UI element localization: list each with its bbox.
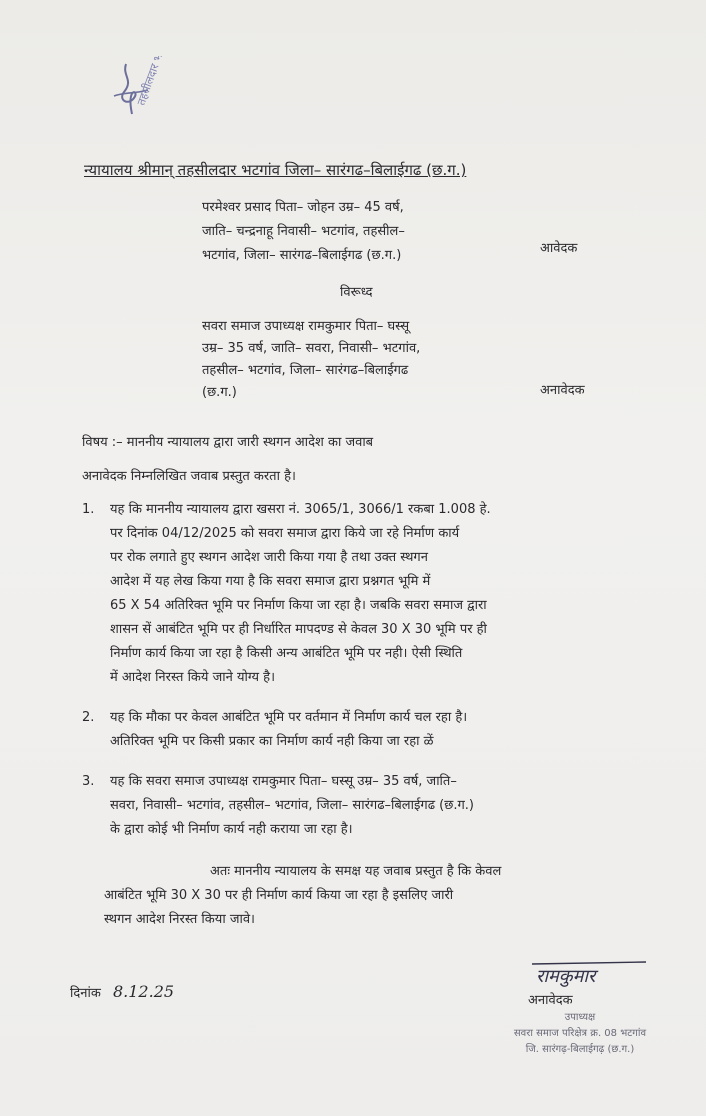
date-label: दिनांक [70, 986, 101, 1001]
paragraph-line: निर्माण कार्य किया जा रहा है किसी अन्य आबंटित भूमि पर नही। ऐसी स्थिति [110, 646, 463, 661]
stamp-line: जि. सारंगढ़-बिलाईगढ़ (छ.ग.) [525, 1044, 635, 1055]
paragraph-number: 3. [82, 774, 95, 789]
respondent-line: (छ.ग.) [202, 385, 237, 400]
stamp-line: सवरा समाज परिक्षेत्र क्र. 08 भटगांव [513, 1028, 647, 1039]
paragraph-line: 65 X 54 अतिरिक्त भूमि पर निर्माण किया जा रहा है। जबकि सवरा समाज द्वारा [110, 598, 487, 613]
respondent-role: अनावेदक [540, 383, 585, 398]
date-value: 8.12.25 [112, 982, 175, 1001]
applicant-line: परमेश्वर प्रसाद पिता– जोहन उम्र– 45 वर्ष, [202, 200, 404, 215]
paragraph-number: 1. [82, 502, 95, 517]
respondent-line: तहसील– भटगांव, जिला– सारंगढ–बिलाईगढ [202, 363, 409, 378]
paragraph-line: में आदेश निरस्त किये जाने योग्य है। [110, 670, 276, 685]
subject-line: विषय :– माननीय न्यायालय द्वारा जारी स्थगन आदेश का जवाब [82, 435, 374, 450]
paragraph-number: 2. [82, 710, 95, 725]
conclusion-block [104, 860, 501, 932]
seal-text: तहसीलदार भटगांव [134, 56, 173, 108]
stamp-line: उपाध्यक्ष [564, 1012, 596, 1023]
respondent-line: उम्र– 35 वर्ष, जाति– सवरा, निवासी– भटगांव, [202, 341, 421, 356]
applicant-role: आवेदक [540, 241, 578, 256]
paragraph-line: यह कि मौका पर केवल आबंटित भूमि पर वर्तमान में निर्माण कार्य चल रहा है। [110, 710, 468, 725]
court-title: न्यायालय श्रीमान् तहसीलदार भटगांव जिला– सारंगढ–बिलाईगढ (छ.ग.) [84, 161, 467, 179]
paragraph-line: अतिरिक्त भूमि पर किसी प्रकार का निर्माण कार्य नही किया जा रहा ळें [110, 734, 434, 749]
signer-role: अनावेदक [528, 993, 573, 1008]
respondent-signature [530, 958, 650, 992]
signature-icon [530, 958, 650, 992]
respondent-line: सवरा समाज उपाध्यक्ष रामकुमार पिता– घस्सू [202, 319, 410, 334]
respondent-block [202, 316, 420, 404]
paragraph-line: सवरा, निवासी– भटगांव, तहसील– भटगांव, जिला– सारंगढ–बिलाईगढ (छ.ग.) [110, 798, 474, 813]
top-seal [104, 56, 204, 136]
paragraph-line: पर रोक लगाते हुए स्थगन आदेश जारी किया गया है तथा उक्त स्थगन [110, 550, 428, 565]
conclusion-line: स्थगन आदेश निरस्त किया जावे। [104, 912, 255, 927]
paragraph-line: आदेश में यह लेख किया गया है कि सवरा समाज द्वारा प्रश्नगत भूमि में [110, 574, 431, 589]
conclusion-line: आबंटित भूमि 30 X 30 पर ही निर्माण कार्य किया जा रहा है इसलिए जारी [104, 888, 454, 903]
office-stamp [500, 1010, 660, 1058]
versus-label: विरूध्द [340, 285, 373, 300]
signature-text: रामकुमार [536, 966, 596, 987]
paragraph-line: यह कि माननीय न्यायालय द्वारा खसरा नं. 3065/1, 3066/1 रकबा 1.008 हे. [110, 502, 491, 517]
paragraph-line: यह कि सवरा समाज उपाध्यक्ष रामकुमार पिता– घस्सू उम्र– 35 वर्ष, जाति– [110, 774, 457, 789]
paragraph-line: पर दिनांक 04/12/2025 को सवरा समाज द्वारा किये जा रहे निर्माण कार्य [110, 526, 460, 541]
applicant-line: जाति– चन्द्रनाहू निवासी– भटगांव, तहसील– [202, 224, 405, 239]
applicant-line: भटगांव, जिला– सारंगढ–बिलाईगढ (छ.ग.) [202, 248, 402, 263]
paragraph-line: शासन सें आबंटित भूमि पर ही निर्धारित मापदण्ड से केवल 30 X 30 भूमि पर ही [110, 622, 487, 637]
conclusion-line: अतः माननीय न्यायालय के समक्ष यह जवाब प्रस्तुत है कि केवल [210, 864, 502, 879]
paragraph-line: के द्वारा कोई भी निर्माण कार्य नही कराया जा रहा है। [110, 822, 353, 837]
seal-signature-icon [104, 56, 204, 136]
date-block [70, 982, 174, 1001]
applicant-block [202, 196, 405, 268]
intro-line: अनावेदक निम्नलिखित जवाब प्रस्तुत करता है। [82, 469, 296, 484]
